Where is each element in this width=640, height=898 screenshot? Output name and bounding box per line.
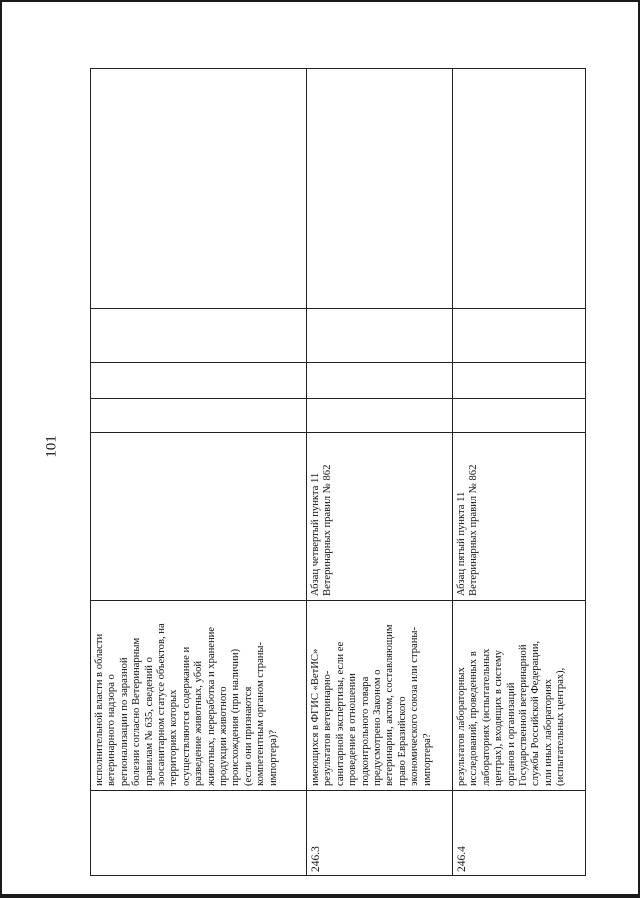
row-number: 246.3: [310, 846, 322, 872]
text-line: ветеринарного надзора о: [106, 674, 118, 786]
text-line: Абзац четвертый пункта 11: [310, 472, 321, 596]
text-line: продукции животного: [218, 686, 230, 786]
column-divider-empty-1: [90, 308, 586, 309]
table-border-right: [585, 68, 586, 876]
text-line: исследований, проведенных в: [468, 651, 480, 786]
text-line: лабораториях (испытательных: [480, 648, 492, 786]
table-row: [310, 625, 434, 786]
text-line: подконтрольного товара: [359, 676, 371, 786]
row-separator-1: [306, 68, 307, 876]
column-divider-reference: [90, 432, 586, 433]
text-line: экономического союза или страны-: [409, 626, 421, 786]
text-line: органов и организаций: [505, 682, 517, 786]
text-line: (если они признаются: [242, 686, 254, 786]
text-line: импортера?: [421, 733, 433, 786]
text-line: правилам № 635, сведений о: [143, 657, 155, 786]
column-divider-question: [90, 600, 586, 601]
text-line: происхождения (при наличии): [230, 648, 242, 786]
reference-cell: [310, 465, 335, 596]
question-text: [310, 625, 434, 786]
page-number: 101: [43, 435, 60, 458]
text-line: ветеринарии, актом, составляющим: [384, 624, 396, 786]
column-divider-number: [90, 790, 586, 791]
reference-text: [310, 465, 335, 596]
text-line: право Евразийского: [396, 696, 408, 786]
text-line: проведение в отношении: [347, 673, 359, 786]
table-row: [456, 641, 568, 786]
row-number: 246.4: [456, 846, 468, 872]
text-line: территориях которых: [168, 689, 180, 786]
table-row: [94, 623, 280, 786]
text-line: Ветеринарных правил № 862: [468, 464, 480, 596]
text-line: службы Российской Федерации,: [530, 640, 542, 786]
text-line: Абзац пятый пункта 11: [456, 491, 467, 596]
text-line: осуществляются содержание и: [180, 646, 192, 786]
text-line: болезни согласно Ветеринарным: [131, 637, 143, 786]
requirements-table: [90, 68, 586, 876]
text-line: зоосанитарном статусе объектов, на: [156, 623, 168, 786]
text-line: центрах), входящих в систему: [493, 650, 505, 786]
table-border-bottom: [90, 875, 586, 876]
text-line: животных, переработка и хранение: [205, 627, 217, 786]
table-border-left: [90, 68, 91, 876]
text-line: или иных лабораториях: [542, 679, 554, 786]
row-separator-2: [452, 68, 453, 876]
text-line: регионализации по заразной: [118, 657, 130, 786]
text-line: санитарной экспертизы, если ее: [334, 641, 346, 786]
text-line: импортера)?: [267, 729, 279, 786]
reference-cell: [456, 465, 481, 596]
question-text: [456, 641, 568, 786]
text-line: Ветеринарных правил № 862: [322, 464, 334, 596]
column-divider-empty-2: [90, 362, 586, 363]
question-text: [94, 623, 280, 786]
text-line: предусмотрено Законом о: [372, 669, 384, 786]
text-line: компетентным органом страны-: [255, 641, 267, 786]
text-line: результатов ветеринарно-: [322, 670, 334, 786]
text-line: имеющихся в ФГИС «ВетИС»: [310, 648, 321, 786]
column-divider-empty-3: [90, 398, 586, 399]
text-line: Государственной ветеринарной: [518, 644, 530, 786]
reference-text: [456, 465, 481, 596]
table-border-top: [90, 68, 586, 69]
text-line: исполнительной власти в области: [94, 633, 105, 786]
text-line: разведение животных, убой: [193, 660, 205, 786]
text-line: результатов лабораторных: [456, 667, 467, 786]
text-line: (испытательных центрах),: [555, 667, 567, 786]
